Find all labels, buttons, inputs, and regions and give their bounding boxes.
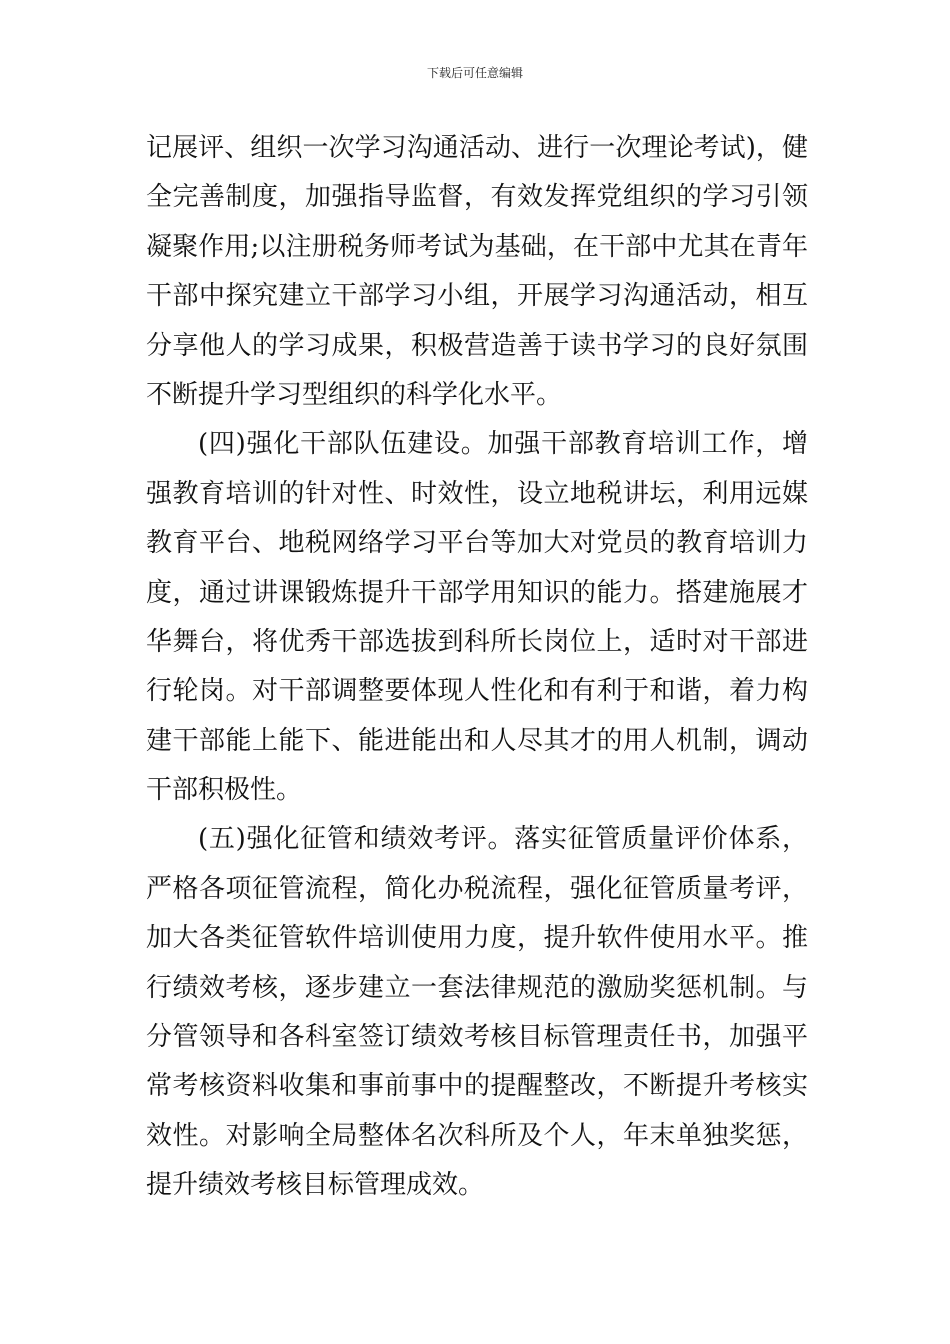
text-line: 不断提升学习型组织的科学化水平。 <box>146 379 563 410</box>
text-line: 强教育培训的针对性、时效性，设立地税讲坛，利用远媒 <box>146 478 808 509</box>
text-line: 行绩效考核，逐步建立一套法律规范的激励奖惩机制。与 <box>146 972 808 1003</box>
text-line: 教育平台、地税网络学习平台等加大对党员的教育培训力 <box>146 528 808 559</box>
text-line: 加大各类征管软件培训使用力度，提升软件使用水平。推 <box>146 923 808 954</box>
text-line: (四)强化干部队伍建设。加强干部教育培训工作，增 <box>198 429 808 460</box>
text-line: 提升绩效考核目标管理成效。 <box>146 1170 485 1201</box>
paragraph-2 <box>146 420 808 815</box>
text-line: 严格各项征管流程，简化办税流程，强化征管质量考评， <box>146 873 808 904</box>
document-body <box>146 124 808 1211</box>
text-line: (五)强化征管和绩效考评。落实征管质量评价体系， <box>198 824 808 855</box>
text-line: 分管领导和各科室签订绩效考核目标管理责任书，加强平 <box>146 1022 808 1053</box>
text-line: 干部中探究建立干部学习小组，开展学习沟通活动，相互 <box>146 281 808 312</box>
text-line: 效性。对影响全局整体名次科所及个人，年末单独奖惩， <box>146 1120 808 1151</box>
text-line: 华舞台，将优秀干部选拔到科所长岗位上，适时对干部进 <box>146 626 808 657</box>
text-line: 建干部能上能下、能进能出和人尽其才的用人机制，调动 <box>146 725 808 756</box>
text-line: 干部积极性。 <box>146 775 303 806</box>
page-header: 下载后可任意编辑 <box>426 66 523 80</box>
text-line: 度，通过讲课锻炼提升干部学用知识的能力。搭建施展才 <box>146 577 808 608</box>
text-line: 分享他人的学习成果，积极营造善于读书学习的良好氛围 <box>146 330 808 361</box>
paragraph-1 <box>146 124 808 420</box>
text-line: 凝聚作用;以注册税务师考试为基础，在干部中尤其在青年 <box>146 231 808 262</box>
paragraph-3 <box>146 815 808 1210</box>
text-line: 常考核资料收集和事前事中的提醒整改，不断提升考核实 <box>146 1071 808 1102</box>
text-line: 记展评、组织一次学习沟通活动、进行一次理论考试)，健 <box>146 133 808 163</box>
text-line: 全完善制度，加强指导监督，有效发挥党组织的学习引领 <box>146 182 808 213</box>
text-line: 行轮岗。对干部调整要体现人性化和有利于和谐，着力构 <box>146 676 808 707</box>
